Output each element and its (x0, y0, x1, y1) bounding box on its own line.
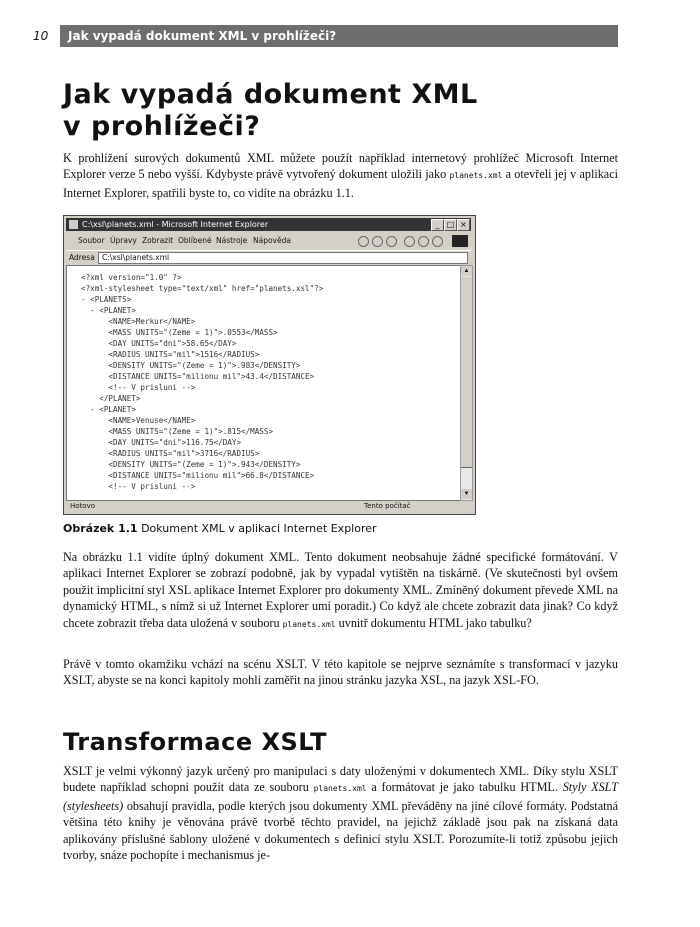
filename-code: planets.xml (449, 171, 503, 181)
section-title (63, 79, 563, 143)
menu-soubor[interactable]: Soubor (78, 236, 105, 245)
scrollbar[interactable] (460, 265, 473, 501)
scroll-down-icon[interactable]: ▼ (461, 489, 472, 499)
intro-paragraph: K prohlížení surových dokumentů XML můžete použít například internetový prohlížeč Microsoft Internet Explorer verze 5 nebo vyšší. Kdybyste právě vytvořený dokument uložili jako planets.xml a otevřeli jej v aplikaci Internet Explorer, spatřili byste to, co vidíte na obrázku 1.1. (63, 151, 619, 200)
scroll-up-icon[interactable]: ▲ (461, 266, 472, 276)
xml-line: <NAME>Merkur</NAME> (81, 317, 196, 326)
xml-line: <DAY UNITS="dni">116.75</DAY> (81, 438, 242, 447)
window-title: C:\xsl\planets.xml - Microsoft Internet Explorer (82, 220, 269, 229)
ie-window-screenshot (63, 215, 476, 515)
minimize-icon[interactable]: _ (431, 219, 444, 231)
menu-bar (66, 233, 471, 249)
xml-line: <DISTANCE UNITS="milionu mil">66.8</DISTANCE> (81, 471, 315, 480)
xml-line: <NAME>Venuse</NAME> (81, 416, 196, 425)
home-icon[interactable] (386, 236, 397, 247)
xml-line: - <PLANETS> (81, 295, 132, 304)
filename-code: planets.xml (282, 619, 336, 629)
favorites-icon[interactable] (418, 236, 429, 247)
running-header-title: Jak vypadá dokument XML v prohlížeči? (68, 29, 337, 43)
windows-logo-icon (452, 235, 468, 247)
menu-nastroje[interactable]: Nástroje (216, 236, 248, 245)
xml-line: <?xml version="1.0" ?> (81, 273, 182, 282)
xml-line: <DENSITY UNITS="(Zeme = 1)">.943</DENSITY> (81, 460, 301, 469)
refresh-icon[interactable] (372, 236, 383, 247)
body-paragraph: Na obrázku 1.1 vidíte úplný dokument XML. Tento dokument neobsahuje žádné specifické formátování. V aplikaci Internet Explorer se zobrazí podobně, jak by vypadal vytištěn na tiskárně. (Ve skutečnosti byl ovšem použit implicitní styl XSL aplikace Internet Explorer pro dokumenty XML. Zmíněný dokument převede XML na dynamický HTML, s nímž si už Internet Explorer umí poradit.) Co když ale chcete zobrazit data jinak? Co když chcete zobrazit třeba data uložená v souboru planets.xml uvnitř dokumentu HTML jako tabulku? (63, 550, 618, 630)
search-icon[interactable] (404, 236, 415, 247)
menu-napoveda[interactable]: Nápověda (253, 236, 291, 245)
xml-line: - <PLANET> (81, 405, 136, 414)
xml-line: <?xml-stylesheet type="text/xml" href="planets.xsl"?> (81, 284, 324, 293)
history-icon[interactable] (432, 236, 443, 247)
xml-line: <DISTANCE UNITS="milionu mil">43.4</DISTANCE> (81, 372, 315, 381)
section-title-line2: v prohlížeči? (63, 111, 261, 142)
section-title: Transformace XSLT (63, 728, 327, 756)
body-paragraph: XSLT je velmi výkonný jazyk určený pro manipulaci s daty uloženými v dokumentech XML. Díky stylu XSLT budete například schopni použít data ze souboru planets.xml a formátovat je jako tabulku HTML. Styly XSLT (stylesheets) obsahují pravidla, podle kterých jsou dokumenty XML převáděny na jiné cílové formáty. Podstatná většina této knihy je věnována právě tvorbě těchto pravidel, na jejichž základě jsou pak na získaná data aplikovány příslušné šablony uložené v dokumentech s definicí stylu XSLT. Porozumíte-li totiž způsobu jejich tvorby, snáze pochopíte i mechanismus je- (63, 764, 618, 863)
xml-line: <!-- V prisluni --> (81, 482, 196, 491)
xml-line: <MASS UNITS="(Zeme = 1)">.0553</MASS> (81, 328, 278, 337)
section-title-line1: Jak vypadá dokument XML (63, 79, 478, 110)
menu-upravy[interactable]: Úpravy (110, 236, 137, 245)
menu-zobrazit[interactable]: Zobrazit (142, 236, 174, 245)
xml-line: <DENSITY UNITS="(Zeme = 1)">.983</DENSITY> (81, 361, 301, 370)
ie-icon (69, 220, 78, 229)
xml-line: <MASS UNITS="(Zeme = 1)">.815</MASS> (81, 427, 274, 436)
figure-label: Obrázek 1.1 (63, 522, 138, 535)
stop-icon[interactable] (358, 236, 369, 247)
address-label: Adresa (69, 253, 95, 262)
xml-line: <DAY UNITS="dni">58.65</DAY> (81, 339, 237, 348)
body-paragraph: Právě v tomto okamžiku vchází na scénu XSLT. V této kapitole se nejprve seznámíte s transformací v jazyku XSLT, abyste se na konci kapitoly mohli zaměřit na jinou stránku jazyka XSL, na jazyk XSL-FO. (63, 657, 618, 688)
status-bar (66, 501, 471, 512)
close-icon[interactable]: × (457, 219, 470, 231)
xml-line: </PLANET> (81, 394, 141, 403)
xml-line: <!-- V prisluni --> (81, 383, 196, 392)
filename-code: planets.xml (313, 784, 367, 794)
status-text: Hotovo (70, 502, 95, 510)
xml-line: <RADIUS UNITS="mil">3716</RADIUS> (81, 449, 260, 458)
status-zone: Tento počítač (364, 502, 411, 510)
figure-caption (63, 522, 377, 535)
xml-line: <RADIUS UNITS="mil">1516</RADIUS> (81, 350, 260, 359)
xml-content-view (66, 265, 461, 501)
figure-caption-text: Dokument XML v aplikaci Internet Explorer (141, 522, 377, 535)
page-number: 10 (33, 29, 49, 43)
window-titlebar (66, 218, 471, 231)
address-bar (66, 250, 471, 264)
address-input[interactable]: C:\xsl\planets.xml (98, 252, 468, 264)
menu-oblibene[interactable]: Oblíbené (178, 236, 212, 245)
maximize-icon[interactable]: □ (444, 219, 457, 231)
scroll-thumb[interactable] (461, 277, 472, 468)
xml-line: - <PLANET> (81, 306, 136, 315)
